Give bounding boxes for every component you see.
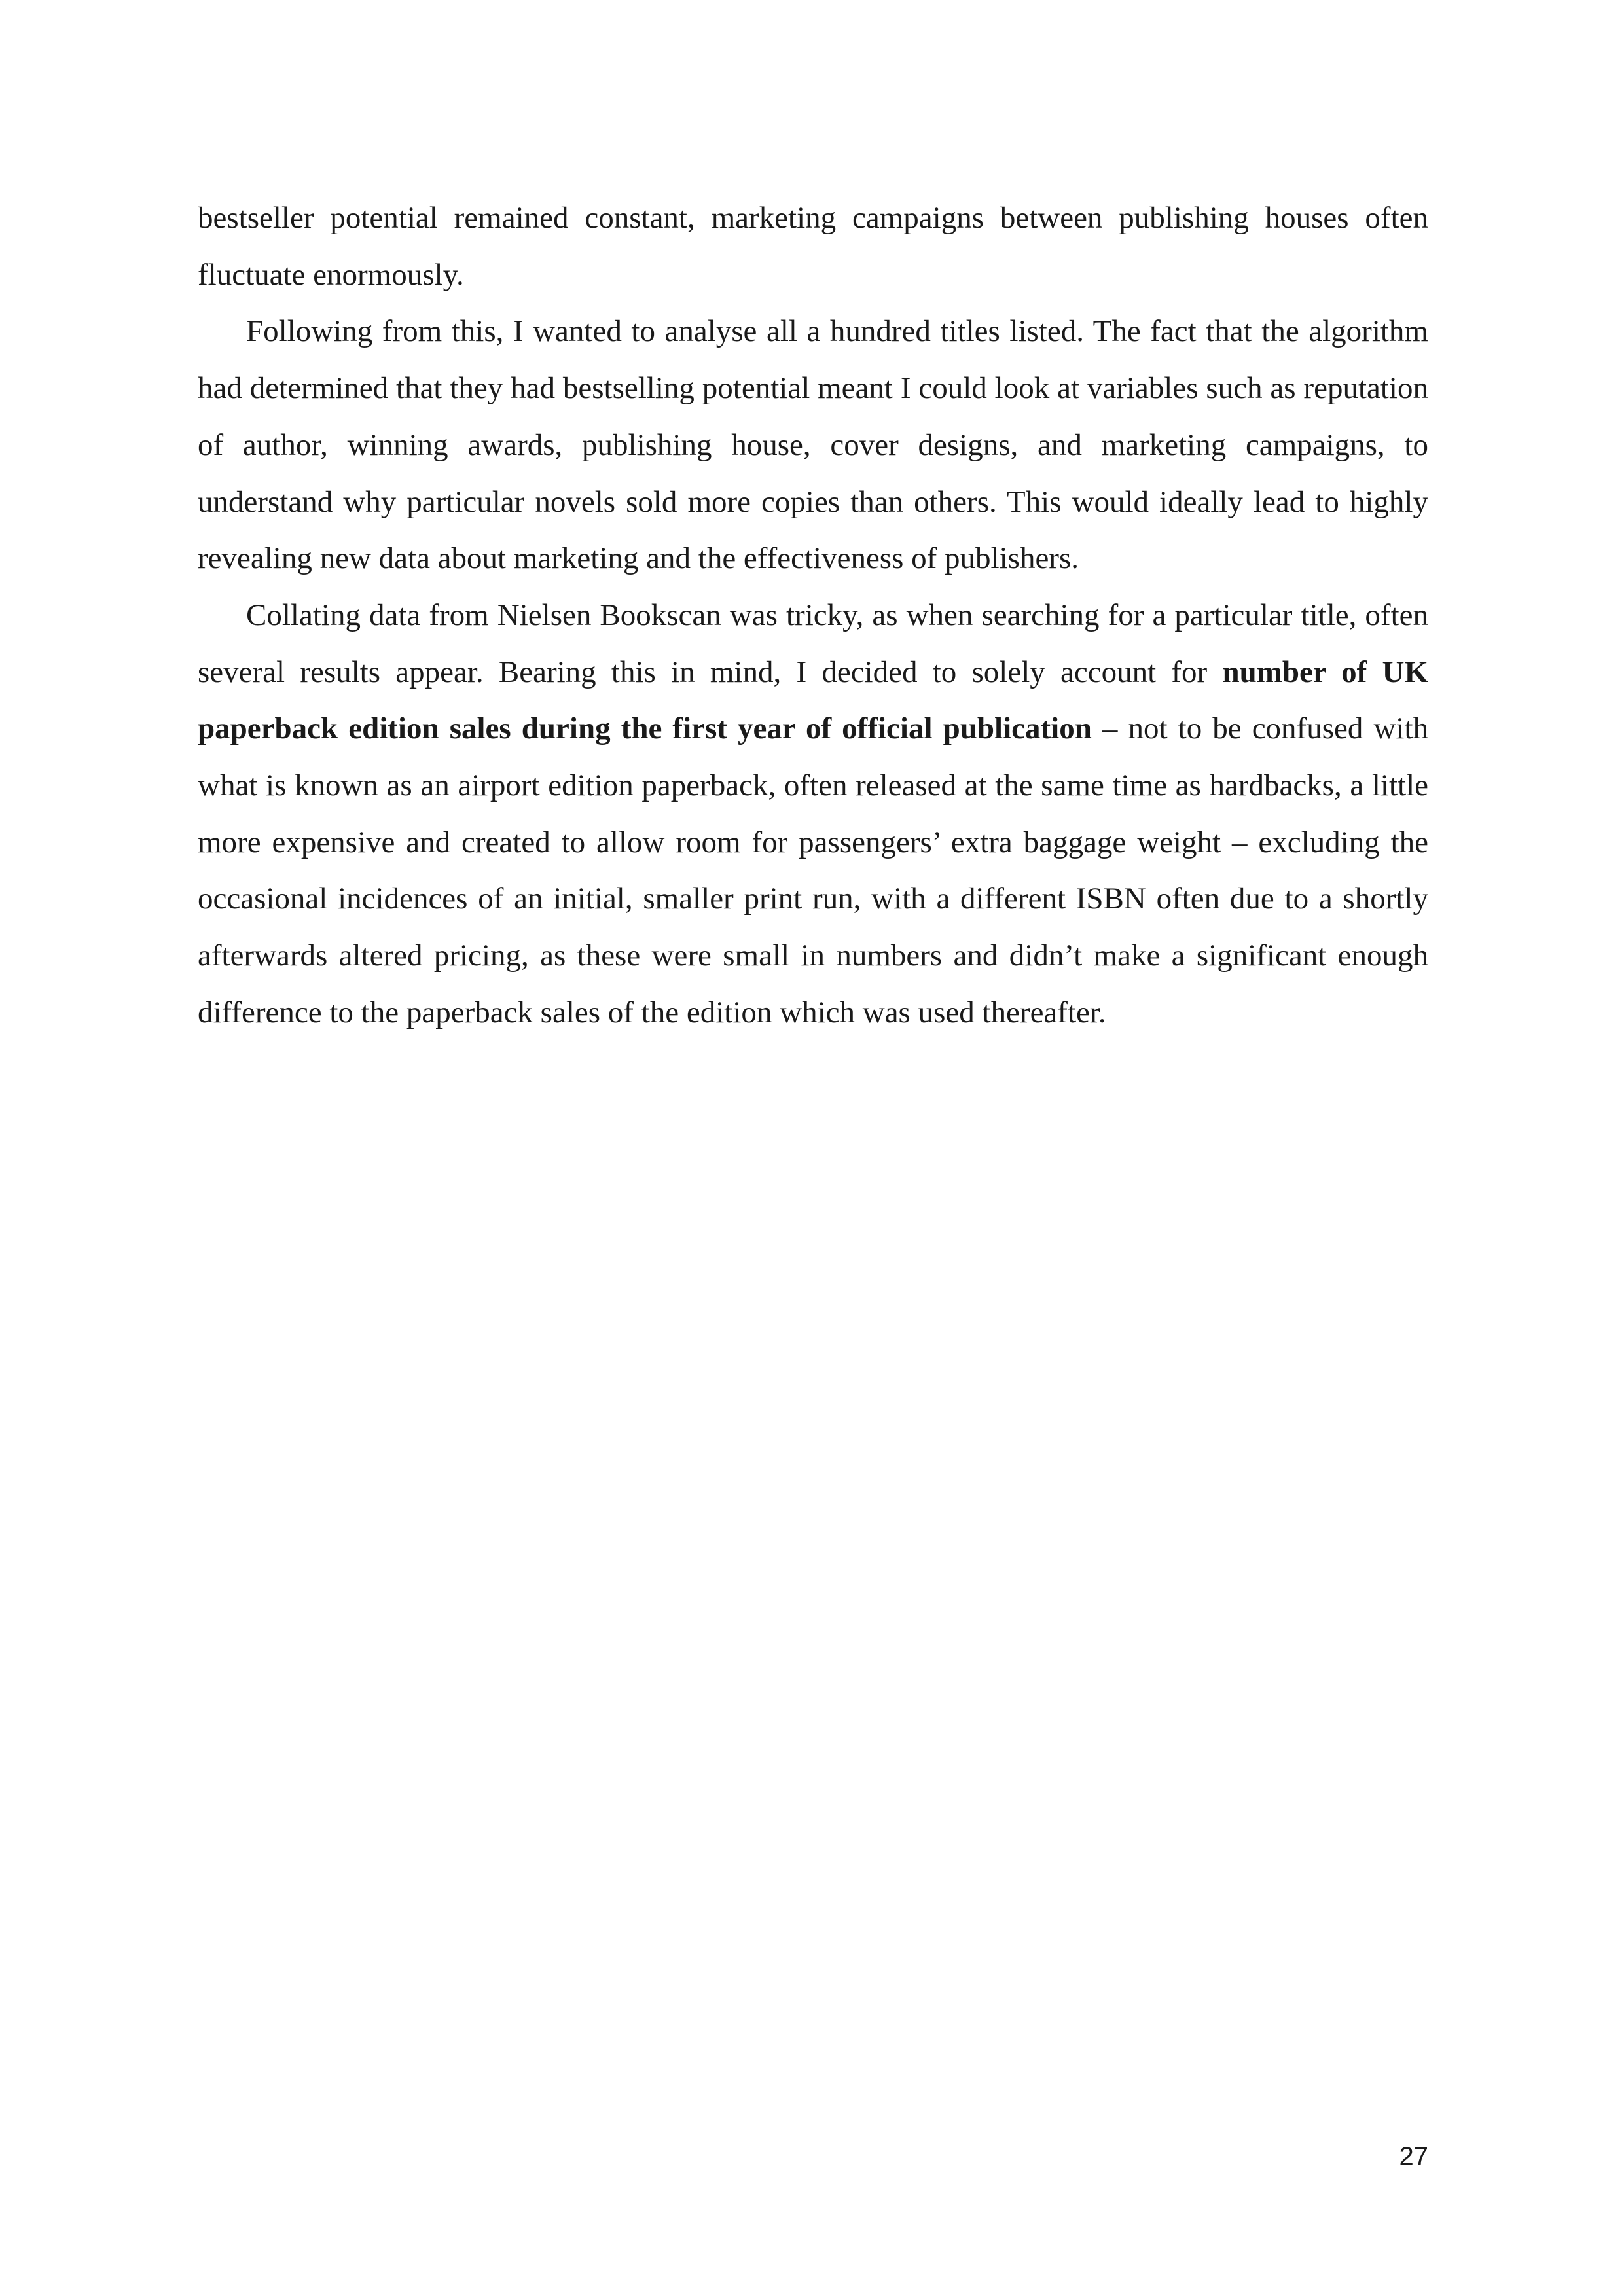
paragraph-continuation: bestseller potential remained constant, marketing campaigns between publishing houses often fluctuate enormously. <box>198 201 1428 292</box>
paragraph-nielsen-bookscan <box>198 587 1428 1041</box>
paragraph-text-after-bold: – not to be confused with what is known as an airport edition paperback, often released at the same time as hardbacks, a little more expensive and created to allow room for passengers’ extra baggage weight – excluding the occasional incidences of an initial, smaller print run, with a different ISBN often due to a shortly afterwards altered pricing, as these were small in numbers and didn’t make a significant enough difference to the paperback sales of the edition which was used thereafter. <box>198 711 1428 1030</box>
page-number: 27 <box>1399 2142 1428 2171</box>
paragraph-text-before-bold: Collating data from Nielsen Bookscan was tricky, as when searching for a particular title, often several results appear. Bearing this in mind, I decided to solely account for <box>198 598 1428 689</box>
body-text <box>198 190 1428 1041</box>
paragraph-analysis: Following from this, I wanted to analyse all a hundred titles listed. The fact that the algorithm had determined that they had bestselling potential meant I could look at variables such as reputation of author, winning awards, publishing house, cover designs, and marketing campaigns, to understand why particular novels sold more copies than others. This would ideally lead to highly revealing new data about marketing and the effectiveness of publishers. <box>198 314 1428 576</box>
bold-emphasis: number of UK paperback edition sales during the first year of official publication <box>198 655 1429 746</box>
